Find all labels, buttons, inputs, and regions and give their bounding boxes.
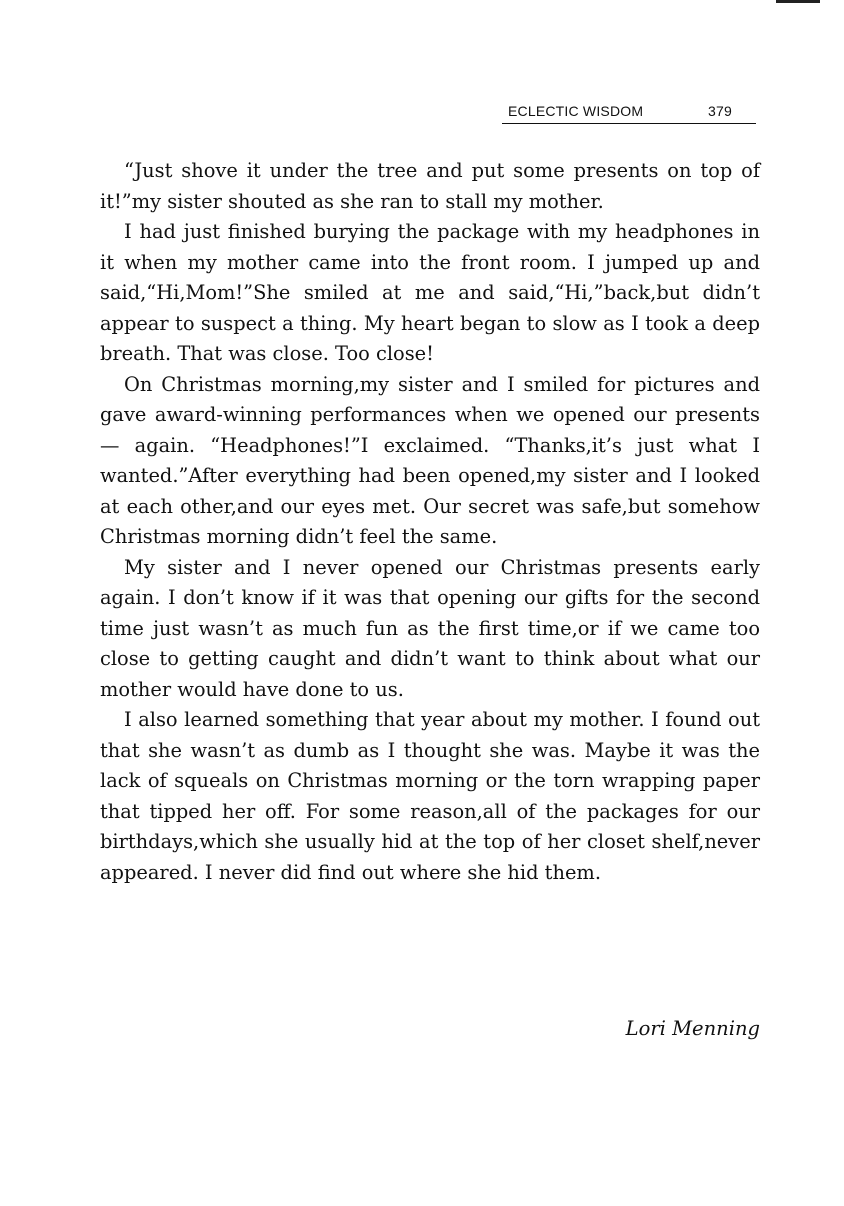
page-number: 379 bbox=[708, 103, 732, 119]
running-head bbox=[502, 101, 756, 124]
paragraph: I also learned something that year about my mother. I found out that she wasn’t as dumb as I thought she was. Maybe it was the lack of squeals on Christmas morning or the torn wrapping paper that tipped her off. For some reason,all of the packages for our birthdays,which she usually hid at the top of her closet shelf,never appeared. I never did find out where she hid them. bbox=[100, 708, 760, 884]
author-signature: Lori Menning bbox=[625, 1017, 760, 1040]
running-head-title: ECLECTIC WISDOM bbox=[508, 103, 644, 119]
paragraph: “Just shove it under the tree and put some presents on top of it!”my sister shouted as she ran to stall my mother. bbox=[100, 159, 760, 213]
paragraph: My sister and I never opened our Christmas presents early again. I don’t know if it was that opening our gifts for the second time just wasn’t as much fun as the first time,or if we came too close to getting caught and didn’t want to think about what our mother would have done to us. bbox=[100, 555, 760, 701]
body-text bbox=[100, 156, 760, 888]
corner-mark bbox=[776, 0, 820, 3]
paragraph: I had just finished burying the package with my headphones in it when my mother came into the front room. I jumped up and said,“Hi,Mom!”She smiled at me and said,“Hi,”back,but didn’t appear to suspect a thing. My heart began to slow as I took a deep breath. That was close. Too close! bbox=[100, 220, 760, 365]
paragraph: On Christmas morning,my sister and I smiled for pictures and gave award-winning performances when we opened our presents — again. “Headphones!”I exclaimed. “Thanks,it’s just what I wanted.”After everything had been opened,my sister and I looked at each other,and our eyes met. Our secret was safe,but somehow Christmas morning didn’t feel the same. bbox=[100, 372, 760, 548]
